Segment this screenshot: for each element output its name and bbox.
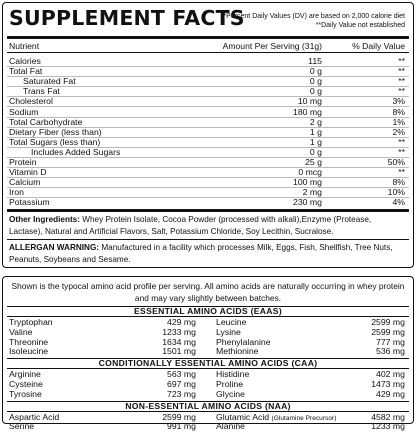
nutrient-dv: 50% — [387, 157, 405, 167]
nutrient-row — [9, 96, 405, 106]
nutrient-row — [9, 177, 405, 187]
nutrient-row — [9, 137, 405, 147]
amino-amount: 991 mg — [167, 421, 196, 432]
nutrient-dv: 1% — [392, 116, 405, 127]
amino-name: Proline — [216, 379, 244, 389]
amino-amount: 1634 mg — [162, 336, 196, 347]
nutrient-name: Protein — [9, 157, 37, 167]
amino-amount: 1473 mg — [371, 379, 405, 389]
amino-amount: 2599 mg — [162, 411, 196, 422]
amino-name: Methionine — [216, 346, 259, 357]
nutrient-row — [9, 147, 405, 157]
amino-section-title: ESSENTIAL AMINO ACIDS (EAAS) — [7, 306, 409, 317]
nutrient-name: Total Carbohydrate — [9, 116, 83, 127]
amino-amount: 536 mg — [376, 346, 405, 357]
nutrient-row — [9, 107, 405, 117]
amino-name: Aspartic Acid — [9, 411, 60, 422]
nutrient-amount: 0 g — [309, 86, 322, 97]
nutrient-amount: 10 mg — [297, 96, 322, 107]
nutrient-dv: ** — [398, 66, 405, 77]
nutrient-row — [9, 127, 405, 137]
amino-amount: 1233 mg — [162, 326, 196, 337]
amino-row — [9, 328, 405, 338]
nutrient-name: Cholesterol — [9, 96, 53, 107]
amino-amount: 777 mg — [376, 336, 405, 347]
amino-row — [9, 338, 405, 348]
nutrient-row — [9, 167, 405, 177]
amino-amount: 429 mg — [376, 388, 405, 399]
amino-name: Tryptophan — [9, 317, 53, 327]
nutrient-dv: 10% — [387, 187, 405, 198]
nutrient-amount: 1 g — [309, 136, 322, 147]
amino-amount: 402 mg — [376, 369, 405, 380]
amino-name: Arginine — [9, 369, 41, 380]
amino-name: Alanine — [216, 421, 245, 432]
other-ingredients-label: Other Ingredients: — [9, 215, 80, 224]
amino-name: Glycine — [216, 388, 245, 399]
nutrient-dv: ** — [398, 146, 405, 157]
nutrient-amount: 230 mg — [293, 197, 322, 208]
nutrient-name: Total Fat — [9, 66, 43, 77]
nutrient-dv: ** — [398, 56, 405, 66]
amino-amount: 1233 mg — [371, 421, 405, 432]
amino-amount: 2599 mg — [371, 326, 405, 337]
amount-header: Amount Per Serving (31g) — [222, 41, 322, 51]
nutrient-amount: 115 — [308, 56, 322, 66]
divider — [7, 52, 409, 53]
nutrient-name: Dietary Fiber (less than) — [9, 126, 102, 137]
nutrient-name: Trans Fat — [23, 86, 60, 97]
amino-name: Leucine — [216, 317, 247, 327]
divider — [7, 209, 409, 212]
nutrient-amount: 1 g — [309, 126, 322, 137]
supplement-facts-panel — [2, 2, 414, 268]
amino-name: Valine — [9, 326, 33, 337]
nutrient-amount: 0 g — [309, 66, 322, 77]
dv-footnote: *Percent Daily Values (DV) are based on 2,000 calorie diet — [223, 13, 405, 20]
amino-row — [9, 413, 405, 423]
nutrient-header: Nutrient — [9, 41, 40, 51]
nutrient-header-row — [9, 41, 405, 51]
amino-name: Cysteine — [9, 379, 43, 389]
divider — [7, 36, 409, 39]
amino-amount: 723 mg — [167, 388, 196, 399]
nutrient-amount: 100 mg — [293, 177, 322, 188]
nutrient-dv: ** — [398, 136, 405, 147]
nutrient-name: Sodium — [9, 106, 39, 117]
nutrient-amount: 0 g — [309, 146, 322, 157]
amino-amount: 697 mg — [167, 379, 196, 389]
amino-row — [9, 370, 405, 380]
amino-row — [9, 390, 405, 400]
amino-name: Lysine — [216, 326, 241, 337]
divider — [7, 239, 409, 240]
amino-name: Isoleucine — [9, 346, 49, 357]
amino-row — [9, 347, 405, 357]
allergen-text: Manufactured in a facility which processes Milk, Eggs, Fish, Shellfish, Tree Nuts, Peanuts, Soybeans and Sesame. — [9, 243, 393, 264]
amino-acid-panel — [2, 276, 414, 432]
nutrient-dv: ** — [398, 86, 405, 97]
nutrient-name: Iron — [9, 187, 24, 198]
dv-header: % Daily Value — [352, 41, 405, 51]
nutrient-amount: 180 mg — [293, 106, 322, 117]
nutrient-dv: 2% — [392, 126, 405, 137]
nutrient-row — [9, 86, 405, 96]
nutrient-row — [9, 117, 405, 127]
nutrient-amount: 2 mg — [302, 187, 322, 198]
amino-name: Serine — [9, 421, 35, 432]
nutrient-dv: ** — [398, 167, 405, 178]
nutrient-name: Includes Added Sugars — [31, 146, 121, 157]
other-ingredients-text: Whey Protein Isolate, Cocoa Powder (processed with alkali),Enzyme (Protease, Lactase), Natural and Artificial Flavors, Salt, Potassium Chloride, Soy Lecithin, Sucralose. — [9, 215, 372, 236]
nutrient-dv: 3% — [392, 96, 405, 107]
glutamine-precursor-note: (Glutamine Precursor) — [271, 414, 337, 422]
amino-intro: Shown is the typocal amino acid profile per serving. All amino acids are naturally occurring in whey protein and may vary slightly between batches. — [11, 281, 405, 303]
amino-section-title: NON-ESSENTIAL AMINO ACIDS (NAA) — [7, 401, 409, 412]
nutrient-amount: 0 mcg — [298, 167, 322, 178]
amino-name: Phenylalanine — [216, 336, 271, 347]
nutrient-name: Saturated Fat — [23, 76, 76, 87]
nutrient-row — [9, 197, 405, 207]
amino-row — [9, 422, 405, 432]
nutrient-amount: 25 g — [305, 157, 322, 167]
allergen-warning — [9, 242, 405, 265]
amino-section-title: CONDITIONALLY ESSENTIAL AMINO ACIDS (CAA) — [7, 358, 409, 369]
amino-amount: 429 mg — [167, 317, 196, 327]
nutrient-name: Calcium — [9, 177, 41, 188]
nutrient-amount: 0 g — [309, 76, 322, 87]
nutrient-row — [9, 76, 405, 86]
nutrient-dv: 8% — [392, 106, 405, 117]
nutrient-dv: 8% — [392, 177, 405, 188]
amino-amount: 1501 mg — [162, 346, 196, 357]
allergen-label: ALLERGAN WARNING: — [9, 243, 100, 252]
amino-amount: 4582 mg — [371, 411, 405, 422]
nutrient-dv: ** — [398, 76, 405, 87]
facts-title: SUPPLEMENT FACTS — [9, 6, 245, 30]
amino-name: Histidine — [216, 369, 250, 380]
nutrient-row — [9, 56, 405, 66]
nutrient-amount: 2 g — [309, 116, 322, 127]
amino-amount: 2599 mg — [371, 317, 405, 327]
nutrient-name: Calories — [9, 56, 41, 66]
amino-row — [9, 318, 405, 328]
nutrient-name: Vitamin D — [9, 167, 47, 178]
nutrient-name: Potassium — [9, 197, 50, 208]
nutrient-row — [9, 157, 405, 167]
nutrient-name: Total Sugars (less than) — [9, 136, 101, 147]
nutrient-row — [9, 187, 405, 197]
amino-name: Glutamic Acid (Glutamine Precursor) — [216, 411, 337, 422]
nutrient-dv: 4% — [392, 197, 405, 208]
amino-row — [9, 380, 405, 390]
other-ingredients — [9, 214, 405, 237]
nutrient-row — [9, 66, 405, 76]
amino-name: Threonine — [9, 336, 49, 347]
amino-amount: 563 mg — [167, 369, 196, 380]
dv-not-established-note: **Daily Value not established — [315, 22, 405, 29]
amino-name: Tyrosine — [9, 388, 42, 399]
